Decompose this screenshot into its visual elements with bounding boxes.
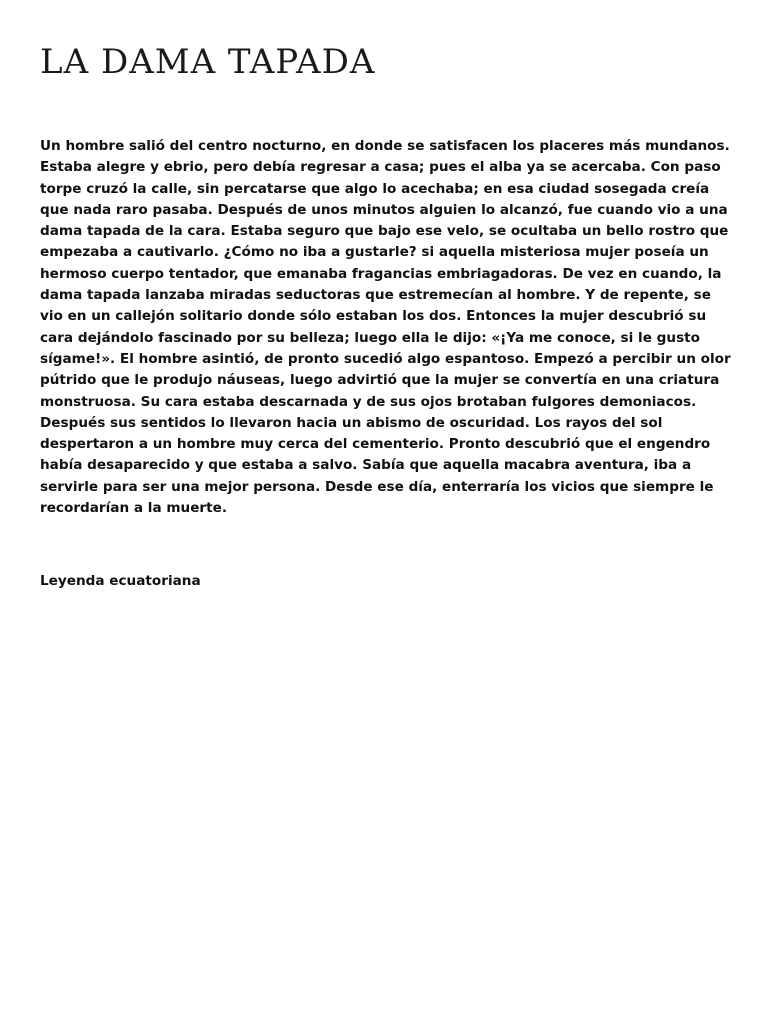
source-attribution: Leyenda ecuatoriana	[40, 573, 201, 589]
story-paragraph: Un hombre salió del centro nocturno, en donde se satisfacen los placeres más mundanos. Estaba alegre y ebrio, pero debía regresar a casa; pues el alba ya se acercaba. Con paso torpe cruzó la calle, sin percatarse que algo lo acechaba; en esa ciudad sosegada creía que nada raro pasaba. Después de unos minutos alguien lo alcanzó, fue cuando vio a una dama tapada de la cara. Estaba seguro que bajo ese velo, se ocultaba un bello rostro que empezaba a cautivarlo. ¿Cómo no iba a gustarle? si aquella misteriosa mujer poseía un hermoso cuerpo tentador, que emanaba fragancias embriagadoras. De vez en cuando, la dama tapada lanzaba miradas seductoras que estremecían al hombre. Y de repente, se vio en un callejón solitario donde sólo estaban los dos. Entonces la mujer descubrió su cara dejándolo fascinado por su belleza; luego ella le dijo: «¡Ya me conoce, si le gusto sígame!». El hombre asintió, de pronto sucedió algo espantoso. Empezó a percibir un olor pútrido que le produjo náuseas, luego advirtió que la mujer se convertía en una criatura monstruosa. Su cara estaba descarnada y de sus ojos brotaban fulgores demoniacos. Después sus sentidos lo llevaron hacia un abismo de oscuridad. Los rayos del sol despertaron a un hombre muy cerca del cementerio. Pronto descubrió que el engendro había desaparecido y que estaba a salvo. Sabía que aquella macabra aventura, iba a servirle para ser una mejor persona. Desde ese día, enterraría los vicios que siempre le recordarían a la muerte.	[40, 138, 731, 517]
document-title: LA DAMA TAPADA	[40, 42, 376, 82]
